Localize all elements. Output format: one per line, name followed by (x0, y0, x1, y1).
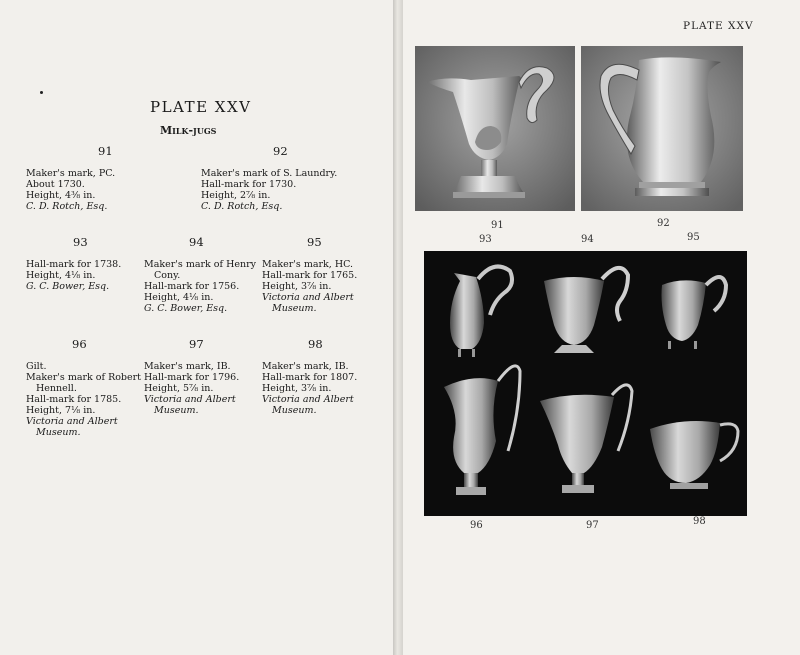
item-owner: Victoria and Albert (262, 394, 354, 405)
left-page (0, 0, 393, 655)
photo-caption-98: 98 (693, 516, 706, 527)
item-line: Hall-mark for 1785. (26, 394, 122, 405)
item-owner: Museum. (272, 405, 317, 416)
running-head: PLATE XXV (683, 20, 754, 32)
item-owner: C. D. Rotch, Esq. (26, 201, 108, 212)
item-line: Hall-mark for 1807. (262, 372, 358, 383)
item-line: Maker's mark, IB. (262, 361, 349, 372)
item-line: Hall-mark for 1738. (26, 259, 122, 270)
item-line: Height, 4⅜ in. (26, 190, 96, 201)
item-96 (26, 337, 141, 438)
item-owner: Victoria and Albert (262, 292, 354, 303)
item-line: Height, 4⅛ in. (144, 292, 214, 303)
item-number: 95 (307, 235, 322, 249)
photo-jugs-93-98 (424, 251, 747, 516)
item-91 (26, 144, 116, 212)
item-line: Hall-mark for 1756. (144, 281, 240, 292)
item-line: Height, 2⅞ in. (201, 190, 271, 201)
item-95 (262, 235, 358, 314)
item-line: Maker's mark, IB. (144, 361, 231, 372)
item-number: 98 (308, 337, 323, 351)
item-owner: Victoria and Albert (144, 394, 236, 405)
item-line: Hall-mark for 1730. (201, 179, 297, 190)
item-line: About 1730. (26, 179, 85, 190)
photo-jug-91 (415, 46, 575, 211)
item-92 (201, 144, 338, 212)
item-line: Maker's mark of Robert (26, 372, 141, 383)
item-line: Maker's mark of S. Laundry. (201, 168, 338, 179)
item-line: Maker's mark, PC. (26, 168, 116, 179)
item-number: 91 (98, 144, 113, 158)
item-line: Maker's mark, HC. (262, 259, 354, 270)
photo-caption-96: 96 (470, 520, 483, 531)
item-number: 94 (189, 235, 204, 249)
item-owner: G. C. Bower, Esq. (26, 281, 110, 292)
photo-caption-91: 91 (491, 220, 504, 231)
item-line: Hall-mark for 1765. (262, 270, 358, 281)
item-number: 97 (189, 337, 204, 351)
item-line: Gilt. (26, 361, 47, 372)
item-line: Hennell. (36, 383, 77, 394)
item-line: Height, 4⅛ in. (26, 270, 96, 281)
item-owner: Museum. (36, 427, 81, 438)
item-line: Cony. (154, 270, 181, 281)
item-line: Hall-mark for 1796. (144, 372, 240, 383)
photo-caption-92: 92 (657, 218, 670, 229)
item-owner: Victoria and Albert (26, 416, 118, 427)
photo-caption-95: 95 (687, 232, 700, 243)
photo-jug-92 (581, 46, 743, 211)
item-line: Maker's mark of Henry (144, 259, 256, 270)
plate-subtitle: Milk-jugs (160, 124, 217, 137)
item-owner: C. D. Rotch, Esq. (201, 201, 283, 212)
photo-caption-97: 97 (586, 520, 599, 531)
item-owner: Museum. (272, 303, 317, 314)
item-line: Height, 3⅞ in. (262, 383, 332, 394)
plate-title: PLATE XXV (150, 98, 252, 116)
item-line: Height, 3⅞ in. (262, 281, 332, 292)
item-97 (144, 337, 240, 416)
photo-caption-94: 94 (581, 234, 594, 245)
item-number: 93 (73, 235, 88, 249)
book-gutter (393, 0, 403, 655)
photo-caption-93: 93 (479, 234, 492, 245)
item-93 (26, 235, 122, 292)
item-owner: Museum. (154, 405, 199, 416)
item-line: Height, 5⅞ in. (144, 383, 214, 394)
item-number: 92 (273, 144, 288, 158)
item-line: Height, 7⅛ in. (26, 405, 96, 416)
item-94 (144, 235, 256, 314)
ink-dot (40, 91, 43, 94)
item-owner: G. C. Bower, Esq. (144, 303, 228, 314)
item-number: 96 (72, 337, 87, 351)
item-98 (262, 337, 358, 416)
